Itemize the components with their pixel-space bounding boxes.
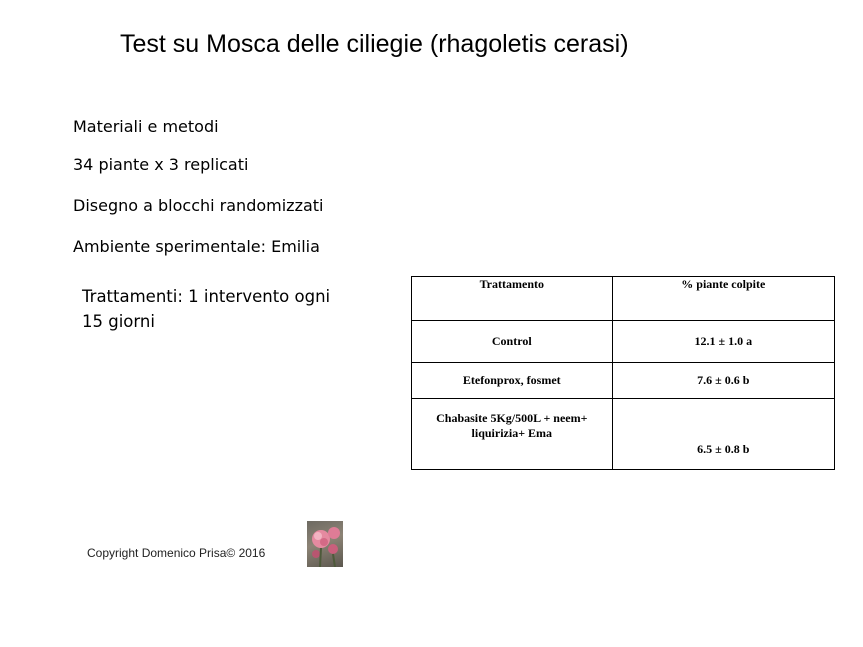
header-treatment: Trattamento (412, 277, 613, 321)
results-table (411, 276, 835, 470)
value-cell: 7.6 ± 0.6 b (612, 363, 834, 399)
design-text: Disegno a blocchi randomizzati (73, 196, 324, 215)
treatment-cell: Control (412, 321, 613, 363)
treatment-cell: Etefonprox, fosmet (412, 363, 613, 399)
section-heading: Materiali e metodi (73, 117, 219, 136)
table-header-row (412, 277, 835, 321)
environment-text: Ambiente sperimentale: Emilia (73, 237, 320, 256)
header-percent-infested: % piante colpite (612, 277, 834, 321)
value-cell: 6.5 ± 0.8 b (612, 399, 834, 470)
treatment-cell: Chabasite 5Kg/500L + neem+ liquirizia+ Ema (412, 399, 613, 470)
table-row (412, 399, 835, 470)
flower-photo-image (307, 521, 343, 567)
table-row (412, 363, 835, 399)
slide-title: Test su Mosca delle ciliegie (rhagoletis cerasi) (120, 30, 629, 58)
table-row (412, 321, 835, 363)
plants-replicates-text: 34 piante x 3 replicati (73, 155, 249, 174)
value-cell: 12.1 ± 1.0 a (612, 321, 834, 363)
copyright-text: Copyright Domenico Prisa© 2016 (87, 546, 266, 560)
treatments-text: Trattamenti: 1 intervento ogni 15 giorni (82, 287, 331, 331)
